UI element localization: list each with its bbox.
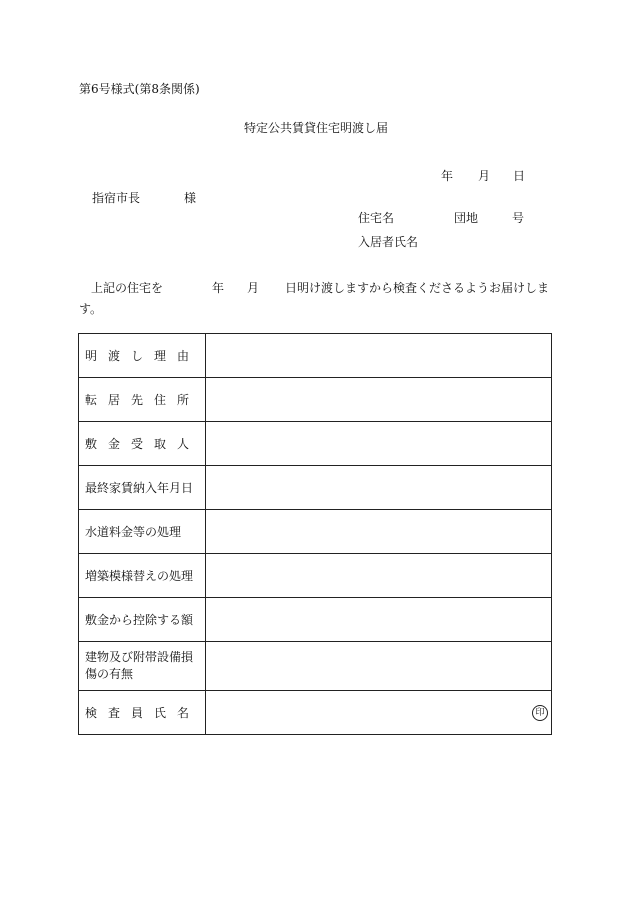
label-char: 査 xyxy=(107,706,120,720)
label-char: 受 xyxy=(130,437,143,451)
row-value-field[interactable] xyxy=(206,598,552,642)
body-month-label: 月 xyxy=(247,281,260,295)
row-label: 増築模様替えの処理 xyxy=(79,554,206,598)
danchi-label: 団地 xyxy=(454,211,479,225)
label-char: 由 xyxy=(176,349,189,363)
table-row xyxy=(79,334,552,378)
row-label: 敷金から控除する額 xyxy=(79,598,206,642)
body-year-label: 年 xyxy=(212,281,225,295)
unit-number-label: 号 xyxy=(512,211,525,225)
row-value-field[interactable] xyxy=(206,466,552,510)
row-label-text xyxy=(85,391,189,408)
row-value-field[interactable] xyxy=(206,378,552,422)
label-char: 所 xyxy=(176,393,189,407)
row-label: 水道料金等の処理 xyxy=(79,510,206,554)
label-char: 取 xyxy=(153,437,166,451)
date-month-label: 月 xyxy=(478,169,491,183)
table-row xyxy=(79,554,552,598)
row-label xyxy=(79,334,206,378)
resident-name-label: 入居者氏名 xyxy=(358,235,419,249)
row-value-field[interactable] xyxy=(206,422,552,466)
surrender-form-table xyxy=(78,333,552,735)
label-char: 理 xyxy=(153,349,166,363)
table-row xyxy=(79,691,552,735)
body-text-intro: 上記の住宅を xyxy=(91,281,164,295)
label-char: 転 xyxy=(85,393,98,407)
table-row xyxy=(79,510,552,554)
row-label-text xyxy=(85,347,189,364)
table-row xyxy=(79,598,552,642)
inspector-name-field[interactable] xyxy=(206,691,552,735)
form-number: 第6号様式(第8条関係) xyxy=(79,82,200,96)
row-value-field[interactable] xyxy=(206,642,552,691)
label-char: 敷 xyxy=(85,437,98,451)
row-label-text xyxy=(85,704,189,721)
label-char: 金 xyxy=(107,437,120,451)
label-char: 先 xyxy=(130,393,143,407)
row-value-field[interactable] xyxy=(206,510,552,554)
label-char: 渡 xyxy=(107,349,120,363)
row-label xyxy=(79,691,206,735)
row-label-text xyxy=(85,435,189,452)
addressee-honorific: 様 xyxy=(184,191,197,205)
label-char: 氏 xyxy=(153,706,166,720)
table-row xyxy=(79,378,552,422)
row-label xyxy=(79,378,206,422)
table-row xyxy=(79,466,552,510)
label-char: 住 xyxy=(153,393,166,407)
body-text-request: 日明け渡しますから検査くださるようお届けしま xyxy=(285,281,550,295)
label-char: 員 xyxy=(130,706,143,720)
row-label xyxy=(79,422,206,466)
label-char: 人 xyxy=(176,437,189,451)
row-value-field[interactable] xyxy=(206,334,552,378)
label-char: 居 xyxy=(107,393,120,407)
addressee-name: 指宿市長 xyxy=(92,191,141,205)
label-char: 名 xyxy=(176,706,189,720)
body-text-end: す。 xyxy=(79,302,103,316)
label-char: し xyxy=(130,349,143,363)
label-char: 明 xyxy=(85,349,98,363)
document-title: 特定公共賃貸住宅明渡し届 xyxy=(244,121,389,135)
seal-mark: 印 xyxy=(532,705,548,721)
row-label: 最終家賃納入年月日 xyxy=(79,466,206,510)
housing-name-label: 住宅名 xyxy=(358,211,395,225)
row-label: 建物及び附帯設備損傷の有無 xyxy=(79,642,206,691)
table-row xyxy=(79,422,552,466)
row-value-field[interactable] xyxy=(206,554,552,598)
label-char: 検 xyxy=(85,706,98,720)
date-year-label: 年 xyxy=(441,169,454,183)
date-day-label: 日 xyxy=(513,169,526,183)
table-row xyxy=(79,642,552,691)
